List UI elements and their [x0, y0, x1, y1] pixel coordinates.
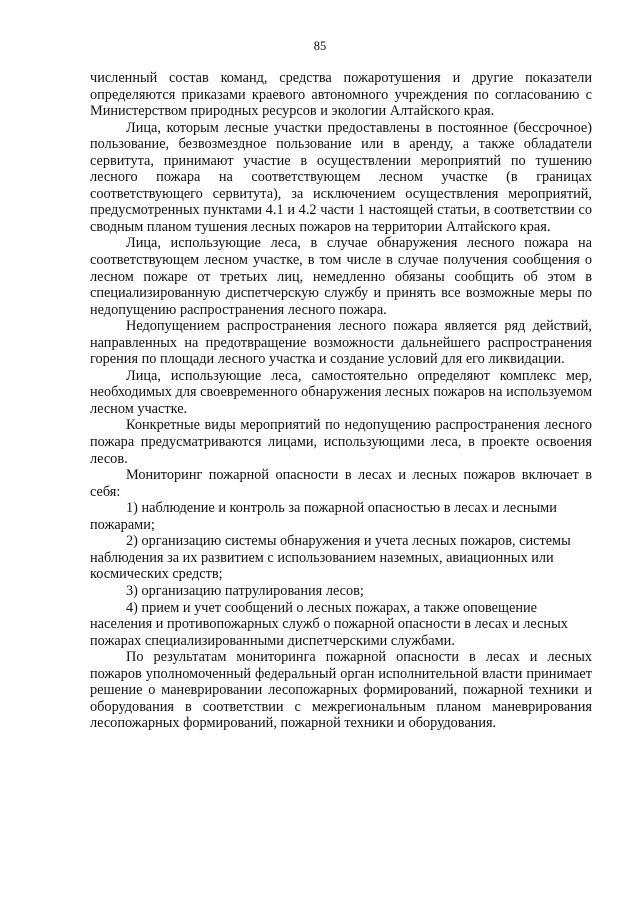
paragraph: Конкретные виды мероприятий по недопущению распространения лесного пожара предусматриваются лицами, использующими леса, в проекте освоения лесов. — [90, 417, 592, 467]
paragraph: Мониторинг пожарной опасности в лесах и лесных пожаров включает в себя: — [90, 467, 592, 500]
paragraph: Лица, которым лесные участки предоставлены в постоянное (бессрочное) пользование, безвозмездное пользование или в аренду, а также обладатели сервитута, принимают участие в осуществлении мероприятий по тушению лесного пожара на соответствующем лесном участке (в границах соответствующего сервитута), за исключением осуществления мероприятий, предусмотренных пунктами 4.1 и 4.2 части 1 настоящей статьи, в соответствии со сводным планом тушения лесных пожаров на территории Алтайского края. — [90, 119, 592, 235]
paragraph: Недопущением распространения лесного пожара является ряд действий, направленных на предотвращение возможности дальнейшего распространения горения по площади лесного участка и создание условий для его ликвидации. — [90, 318, 592, 368]
paragraph: численный состав команд, средства пожаротушения и другие показатели определяются приказами краевого автономного учреждения по согласованию с Министерством природных ресурсов и экологии Алтайского края. — [90, 70, 592, 120]
list-item: 3) организацию патрулирования лесов; — [126, 582, 364, 599]
list-item: 1) наблюдение и контроль за пожарной опасностью в лесах и лесными пожарами; — [90, 500, 557, 533]
paragraph: Лица, использующие леса, в случае обнаружения лесного пожара на соответствующем лесном участке, в том числе в случае получения сообщения о лесном пожаре от третьих лиц, немедленно обязаны сообщить об этом в специализированную диспетчерскую службу и принять все возможные меры по недопущению распространения лесного пожара. — [90, 235, 592, 318]
document-body — [90, 70, 592, 732]
paragraph: Лица, использующие леса, самостоятельно определяют комплекс мер, необходимых для своевременного обнаружения лесных пожаров на используемом лесном участке. — [90, 367, 592, 417]
list-item: 4) прием и учет сообщений о лесных пожарах, а также оповещение населения и противопожарных служб о пожарной опасности в лесах и лесных пожарах специализированными диспетчерскими службами. — [90, 599, 568, 649]
list-item: 2) организацию системы обнаружения и учета лесных пожаров, системы наблюдения за их развитием с использованием наземных, авиационных или космических средств; — [90, 533, 571, 583]
paragraph: По результатам мониторинга пожарной опасности в лесах и лесных пожаров уполномоченный федеральный орган исполнительной власти принимает решение о маневрировании лесопожарных формирований, пожарной техники и оборудования в соответствии с межрегиональным планом маневрирования лесопожарных формирований, пожарной техники и оборудования. — [90, 649, 592, 732]
page-number: 85 — [313, 39, 327, 53]
